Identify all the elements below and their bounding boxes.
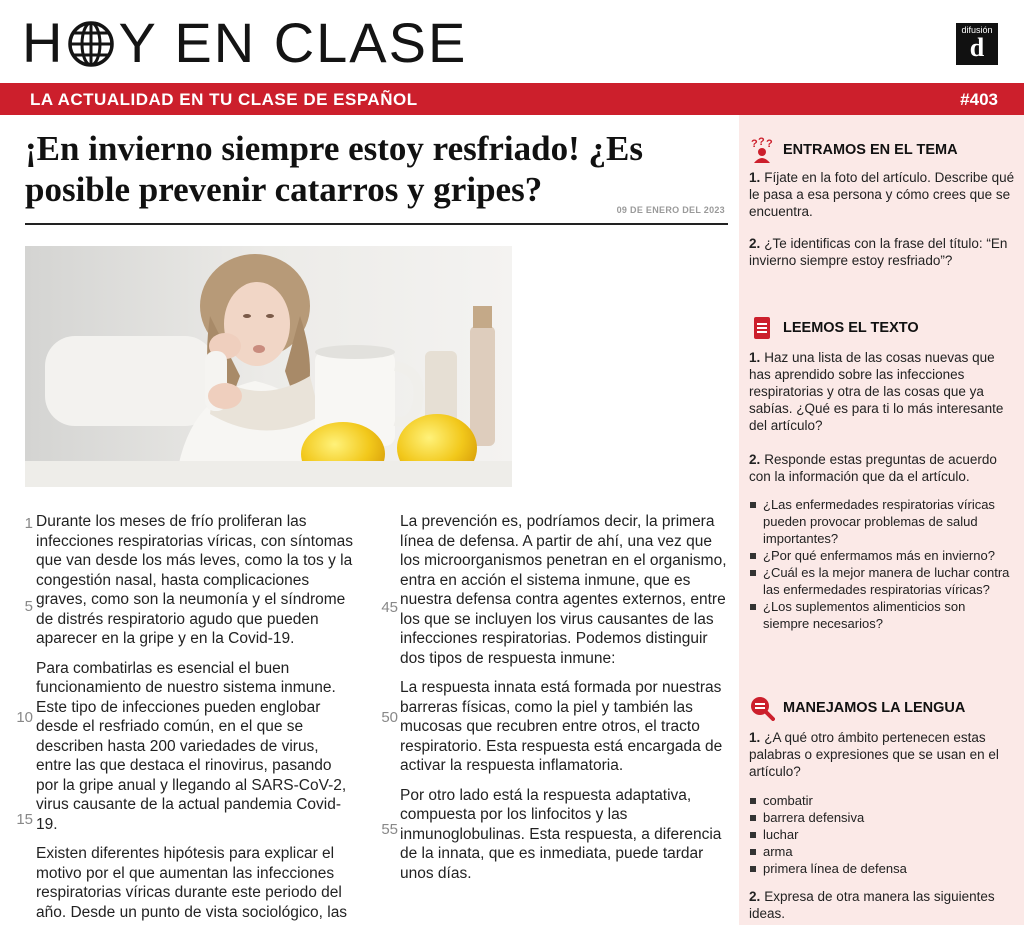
list-item: ¿Por qué enfermamos más en invierno? [749, 547, 1015, 564]
globe-icon [68, 21, 114, 67]
section-title: MANEJAMOS LA LENGUA [783, 700, 966, 716]
list-item: ¿Las enfermedades respiratorias víricas pueden provocar problemas de salud importantes? [749, 496, 1015, 547]
section-manejamos [749, 695, 965, 721]
svg-text:?: ? [751, 138, 758, 150]
paragraph: Por otro lado está la respuesta adaptativa, compuesta por los linfocitos y las inmunoglobulinas. Esta respuesta, a diferencia de la innata, que es inmediata, puede tardar unos días. [400, 786, 722, 882]
brand-logo [22, 12, 467, 74]
question-number: 1. [749, 170, 761, 185]
list-item: barrera defensiva [749, 809, 1015, 826]
section-entramos [749, 137, 958, 163]
section-title: LEEMOS EL TEXTO [783, 320, 919, 336]
masthead [0, 0, 1024, 83]
svg-text:?: ? [758, 137, 765, 148]
question-number: 1. [749, 350, 761, 365]
paragraph: Durante los meses de frío proliferan las infecciones respiratorias víricas, con síntomas que van desde los más leves, como la tos y la congestión nasal, hasta complicaciones graves, como son la neumonía y el síndrome de distrés respiratorio agudo que pueden aparecer en la gripe y en la Covid-19. [36, 513, 354, 647]
publisher-letter: d [969, 33, 985, 62]
svg-text:?: ? [766, 138, 773, 150]
question-list [749, 496, 1015, 632]
question-person-icon [749, 137, 775, 163]
list-item: arma [749, 843, 1015, 860]
article-column-2 [400, 512, 730, 893]
list-item: ¿Cuál es la mejor manera de luchar contra las enfermedades respiratorias víricas? [749, 564, 1015, 598]
paragraph: Para combatirlas es esencial el buen funcionamiento de nuestro sistema inmune. Este tipo de infecciones pueden englobar desde el resfriado común, en el que se describen hasta 200 variedades de virus, entre las que destaca el rinovirus, pasando por la gripe anual y llegando al SARS-CoV-2, virus causante de la actual pandemia Covid-19. [36, 659, 347, 833]
line-number: 5 [24, 598, 33, 615]
question-text: ¿Te identificas con la frase del título: “En invierno siempre estoy resfriado”? [749, 236, 1008, 268]
question-1 [749, 729, 1015, 780]
line-number: 50 [381, 709, 398, 726]
line-number: 55 [381, 821, 398, 838]
paragraph: La prevención es, podríamos decir, la primera línea de defensa. A partir de ahí, una vez que los microorganismos penetran en el organismo, entra en acción el sistema inmune, que es nuestra defensa contra agentes externos, entre los que se incluyen los virus causantes de las infecciones respiratorias. Podemos distinguir dos tipos de respuesta inmune: [400, 513, 727, 667]
tagline: LA ACTUALIDAD EN TU CLASE DE ESPAÑOL [30, 90, 418, 109]
question-2 [749, 451, 1015, 485]
document-icon [749, 315, 775, 341]
question-1 [749, 349, 1015, 434]
question-text: Responde estas preguntas de acuerdo con la información que da el artículo. [749, 452, 997, 484]
paragraph: Existen diferentes hipótesis para explicar el motivo por el que aumentan las infecciones respiratorias víricas durante este periodo del año. Desde un punto de vista sociológico, las [36, 845, 348, 921]
title-divider [25, 223, 728, 225]
question-number: 2. [749, 889, 761, 904]
section-title: ENTRAMOS EN EL TEMA [783, 142, 958, 158]
article-date: 09 DE ENERO DEL 2023 [616, 205, 725, 215]
magnifier-icon [749, 695, 775, 721]
list-item: combatir [749, 792, 1015, 809]
vocabulary-list [749, 792, 1015, 877]
list-item: primera línea de defensa [749, 860, 1015, 877]
question-number: 2. [749, 452, 761, 467]
brand-right: Y EN CLASE [118, 11, 468, 74]
question-text: ¿A qué otro ámbito pertenecen estas palabras o expresiones que se usan en el artículo? [749, 730, 999, 779]
section-leemos [749, 315, 919, 341]
issue-number: #403 [960, 90, 998, 109]
brand-left: H [22, 11, 65, 74]
line-number: 10 [16, 709, 33, 726]
question-2 [749, 235, 1015, 269]
paragraph: La respuesta innata está formada por nuestras barreras físicas, como la piel y también las mucosas que recubren entre otros, el tracto respiratorio. Esta respuesta está encargada de activar la respuesta inflamatoria. [400, 679, 723, 774]
question-text: Fíjate en la foto del artículo. Describe qué le pasa a esa persona y cómo crees que se encuentra. [749, 170, 1015, 219]
article-photo [25, 246, 512, 487]
tagline-bar [0, 83, 1024, 115]
line-number: 1 [24, 515, 33, 532]
question-number: 1. [749, 730, 761, 745]
question-number: 2. [749, 236, 761, 251]
question-2 [749, 888, 1015, 922]
sick-woman-photo [25, 246, 512, 487]
list-item: ¿Los suplementos alimenticios son siempre necesarios? [749, 598, 1015, 632]
publisher-logo [956, 23, 998, 65]
question-1 [749, 169, 1015, 220]
list-item: luchar [749, 826, 1015, 843]
article-column-1 [36, 512, 358, 925]
question-text: Expresa de otra manera las siguientes ideas. [749, 889, 995, 921]
article-title: ¡En invierno siempre estoy resfriado! ¿Es posible prevenir catarros y gripes? [25, 129, 643, 209]
publisher-name: difusión [961, 25, 993, 35]
line-number: 45 [381, 599, 398, 616]
line-number: 15 [16, 811, 33, 828]
activities-sidebar [739, 115, 1024, 925]
question-text: Haz una lista de las cosas nuevas que has aprendido sobre las infecciones respiratorias y otra de las cosas que ya sabías. ¿Qué es para ti lo más interesante del artículo? [749, 350, 1004, 433]
